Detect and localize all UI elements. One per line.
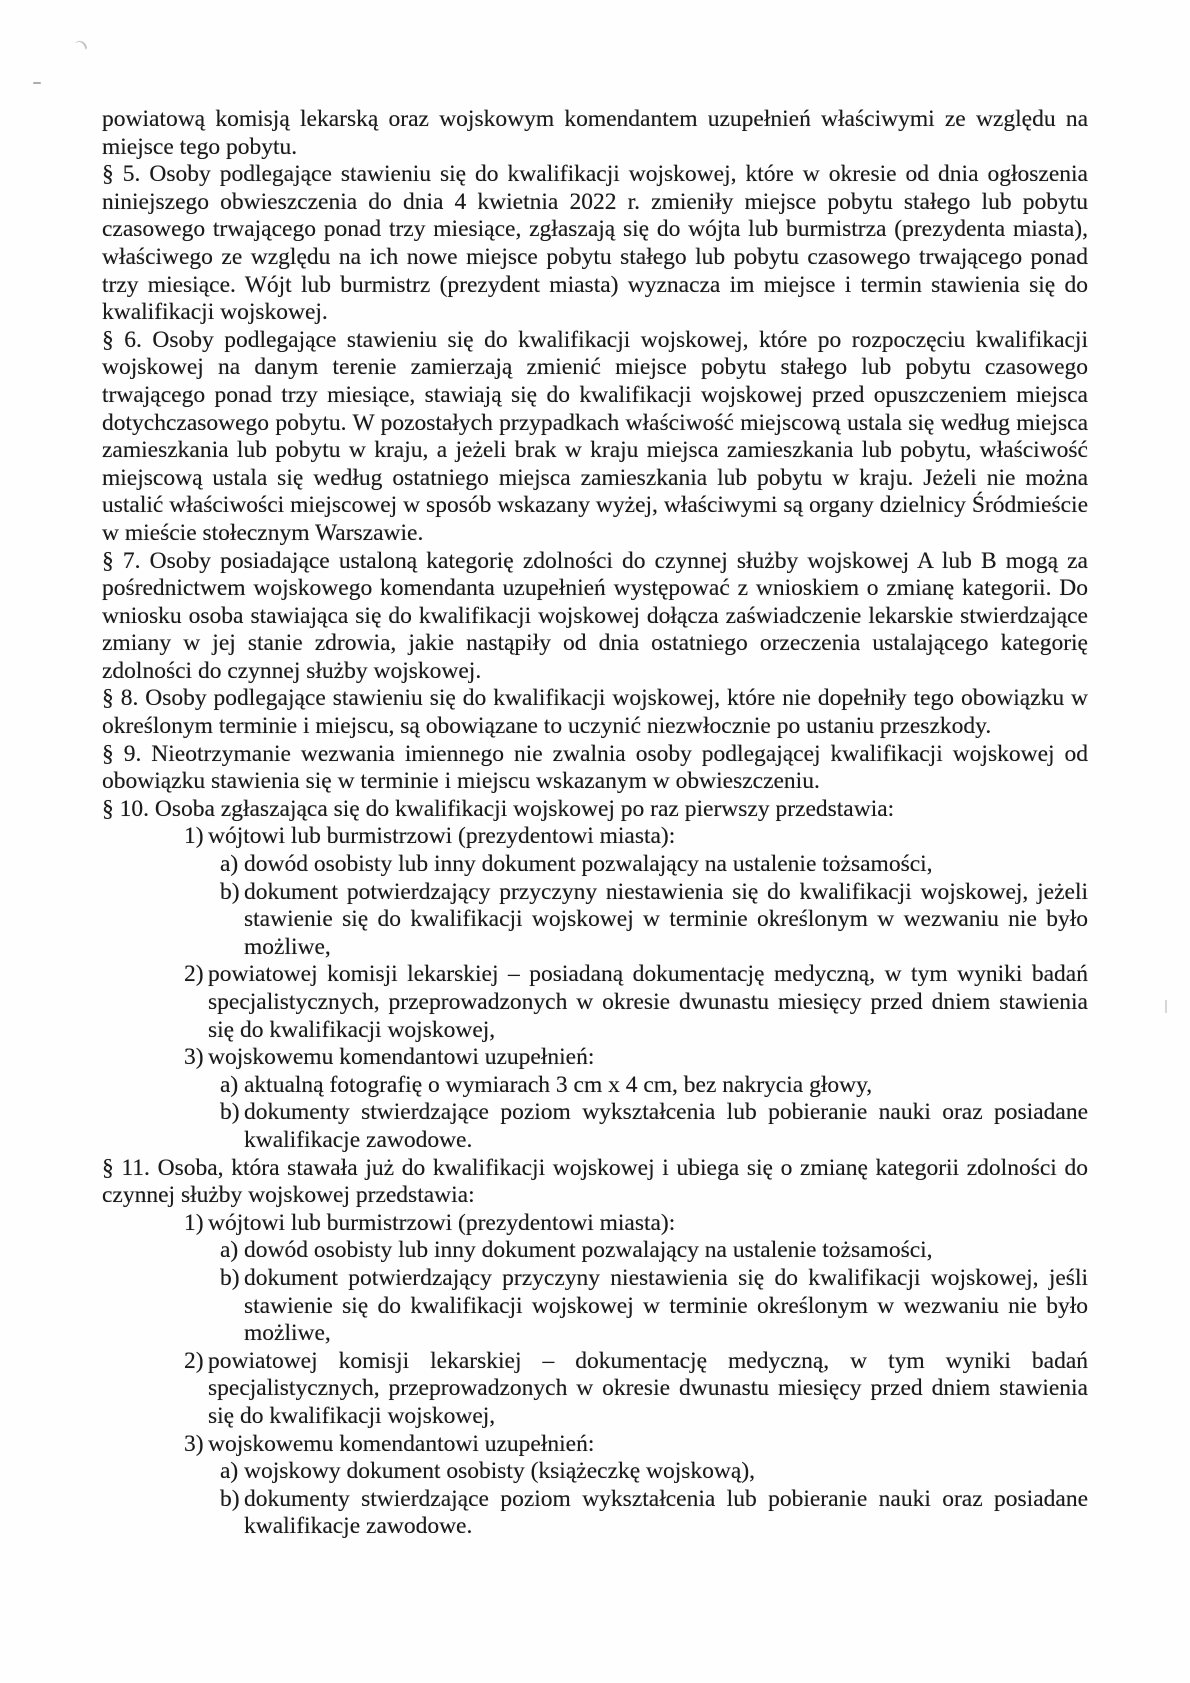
list-item-text: dokument potwierdzający przyczyny niestawienia się do kwalifikacji wojskowej, jeśli stawienie się do kwalifikacji wojskowej w terminie określonym w wezwaniu nie było możliwe, [244, 1264, 1088, 1347]
list-item-text: dowód osobisty lub inny dokument pozwalający na ustalenie tożsamości, [244, 1237, 933, 1264]
list-item [102, 1072, 1088, 1100]
list-marker: 3) [184, 1430, 204, 1457]
paragraph [102, 741, 1088, 796]
list-marker: 3) [184, 1044, 204, 1071]
paragraph [102, 1155, 1088, 1210]
list-marker: a) [220, 1458, 239, 1485]
list-item-text: wójtowi lub burmistrzowi (prezydentowi miasta): [208, 1209, 676, 1236]
list-item-text: dokument potwierdzający przyczyny niestawienia się do kwalifikacji wojskowej, jeżeli stawienie się do kwalifikacji wojskowej w terminie określonym w wezwaniu nie było możliwe, [244, 878, 1088, 960]
list-item [102, 1431, 1088, 1459]
list-marker: b) [220, 878, 240, 905]
list-item [102, 851, 1088, 879]
paragraph [102, 161, 1088, 327]
paragraph-text: § 5. Osoby podlegające stawieniu się do kwalifikacji wojskowej, które w okresie od dnia ogłoszenia niniejszego obwieszczenia do dnia 4 kwietnia 2022 r. zmieniły miejsce pobytu stałego lub pobytu czasowego trwającego ponad trzy miesiące, zgłaszają się do wójta lub burmistrza (prezydenta miasta), właściwego ze względu na ich nowe miejsce pobytu stałego lub pobytu czasowego trwającego ponad trzy miesiące. Wójt lub burmistrz (prezydent miasta) wyznacza im miejsce i termin stawienia się do kwalifikacji wojskowej. [102, 161, 1088, 326]
list-item [102, 1210, 1088, 1238]
paragraph-text: § 7. Osoby posiadające ustaloną kategorię zdolności do czynnej służby wojskowej A lub B mogą za pośrednictwem wojskowego komendanta uzupełnień występować z wnioskiem o zmianę kategorii. Do wniosku osoba stawiająca się do kwalifikacji wojskowej dołącza zaświadczenie lekarskie stwierdzające zmiany w jej stanie zdrowia, jakie nastąpiły od dnia ostatniego orzeczenia ustalającego kategorię zdolności do czynnej służby wojskowej. [102, 547, 1088, 684]
list-item-text: dowód osobisty lub inny dokument pozwalający na ustalenie tożsamości, [244, 851, 933, 878]
paragraph [102, 685, 1088, 740]
paragraph-text: § 11. Osoba, która stawała już do kwalifikacji wojskowej i ubiega się o zmianę kategorii zdolności do czynnej służby wojskowej przedstawia: [102, 1154, 1088, 1209]
list-marker: b) [220, 1264, 240, 1291]
list-item [102, 823, 1088, 851]
paragraph [102, 327, 1088, 548]
list-item-text: powiatowej komisji lekarskiej – dokumentację medyczną, w tym wyniki badań specjalistycznych, przeprowadzonych w okresie dwunastu miesięcy przed dniem stawienia się do kwalifikacji wojskowej, [208, 1347, 1088, 1429]
paragraph [102, 548, 1088, 686]
list-marker: a) [220, 851, 239, 878]
paragraph-text: § 9. Nieotrzymanie wezwania imiennego nie zwalnia osoby podlegającej kwalifikacji wojskowej od obowiązku stawienia się w terminie i miejscu wskazanym w obwieszczeniu. [102, 740, 1088, 795]
list-item [102, 1348, 1088, 1431]
paragraph [102, 106, 1088, 161]
list-item [102, 961, 1088, 1044]
list-marker: 1) [184, 1209, 204, 1236]
paragraph [102, 796, 1088, 824]
list-item-text: powiatowej komisji lekarskiej – posiadaną dokumentację medyczną, w tym wyniki badań specjalistycznych, przeprowadzonych w okresie dwunastu miesięcy przed dniem stawienia się do kwalifikacji wojskowej, [208, 961, 1088, 1043]
list-marker: 2) [184, 961, 204, 988]
scan-speck-dash [33, 82, 41, 84]
list-marker: a) [220, 1237, 239, 1264]
scan-speck-curl [75, 39, 87, 53]
list-item [102, 1099, 1088, 1154]
paragraph-text: § 10. Osoba zgłaszająca się do kwalifikacji wojskowej po raz pierwszy przedstawia: [102, 795, 895, 822]
document-body [102, 106, 1088, 1541]
list-item [102, 1237, 1088, 1265]
list-marker: a) [220, 1071, 239, 1098]
list-item [102, 1458, 1088, 1486]
list-marker: b) [220, 1485, 240, 1512]
scan-speck-tick [1165, 1000, 1167, 1013]
list-item [102, 1044, 1088, 1072]
list-marker: 2) [184, 1347, 204, 1374]
list-item-text: wojskowy dokument osobisty (książeczkę wojskową), [244, 1458, 756, 1485]
list-marker: b) [220, 1099, 240, 1126]
paragraph-text: powiatową komisją lekarską oraz wojskowym komendantem uzupełnień właściwymi ze względu na miejsce tego pobytu. [102, 106, 1088, 160]
list-item [102, 1265, 1088, 1348]
list-item-text: wójtowi lub burmistrzowi (prezydentowi miasta): [208, 823, 676, 850]
list-item [102, 1486, 1088, 1541]
paragraph-text: § 6. Osoby podlegające stawieniu się do kwalifikacji wojskowej, które po rozpoczęciu kwalifikacji wojskowej na danym terenie zamierzają zmienić miejsce pobytu stałego lub pobytu czasowego trwającego ponad trzy miesiące, stawiają się do kwalifikacji wojskowej przed opuszczeniem miejsca dotychczasowego pobytu. W pozostałych przypadkach właściwość miejscową ustala się według miejsca zamieszkania lub pobytu w kraju, a jeżeli brak w kraju miejsca zamieszkania lub pobytu, właściwość miejscową ustala się według ostatniego miejsca zamieszkania lub pobytu w kraju. Jeżeli nie można ustalić właściwości miejscowej w sposób wskazany wyżej, właściwymi są organy dzielnicy Śródmieście w mieście stołecznym Warszawie. [102, 326, 1088, 546]
list-item-text: aktualną fotografię o wymiarach 3 cm x 4 cm, bez nakrycia głowy, [244, 1071, 873, 1098]
list-item-text: wojskowemu komendantowi uzupełnień: [208, 1430, 595, 1457]
list-item-text: wojskowemu komendantowi uzupełnień: [208, 1044, 595, 1071]
list-item-text: dokumenty stwierdzające poziom wykształcenia lub pobieranie nauki oraz posiadane kwalifikacje zawodowe. [244, 1099, 1088, 1153]
list-item [102, 879, 1088, 962]
list-marker: 1) [184, 823, 204, 850]
list-item-text: dokumenty stwierdzające poziom wykształcenia lub pobieranie nauki oraz posiadane kwalifikacje zawodowe. [244, 1485, 1088, 1540]
paragraph-text: § 8. Osoby podlegające stawieniu się do kwalifikacji wojskowej, które nie dopełniły tego obowiązku w określonym terminie i miejscu, są obowiązane to uczynić niezwłocznie po ustaniu przeszkody. [102, 685, 1088, 740]
